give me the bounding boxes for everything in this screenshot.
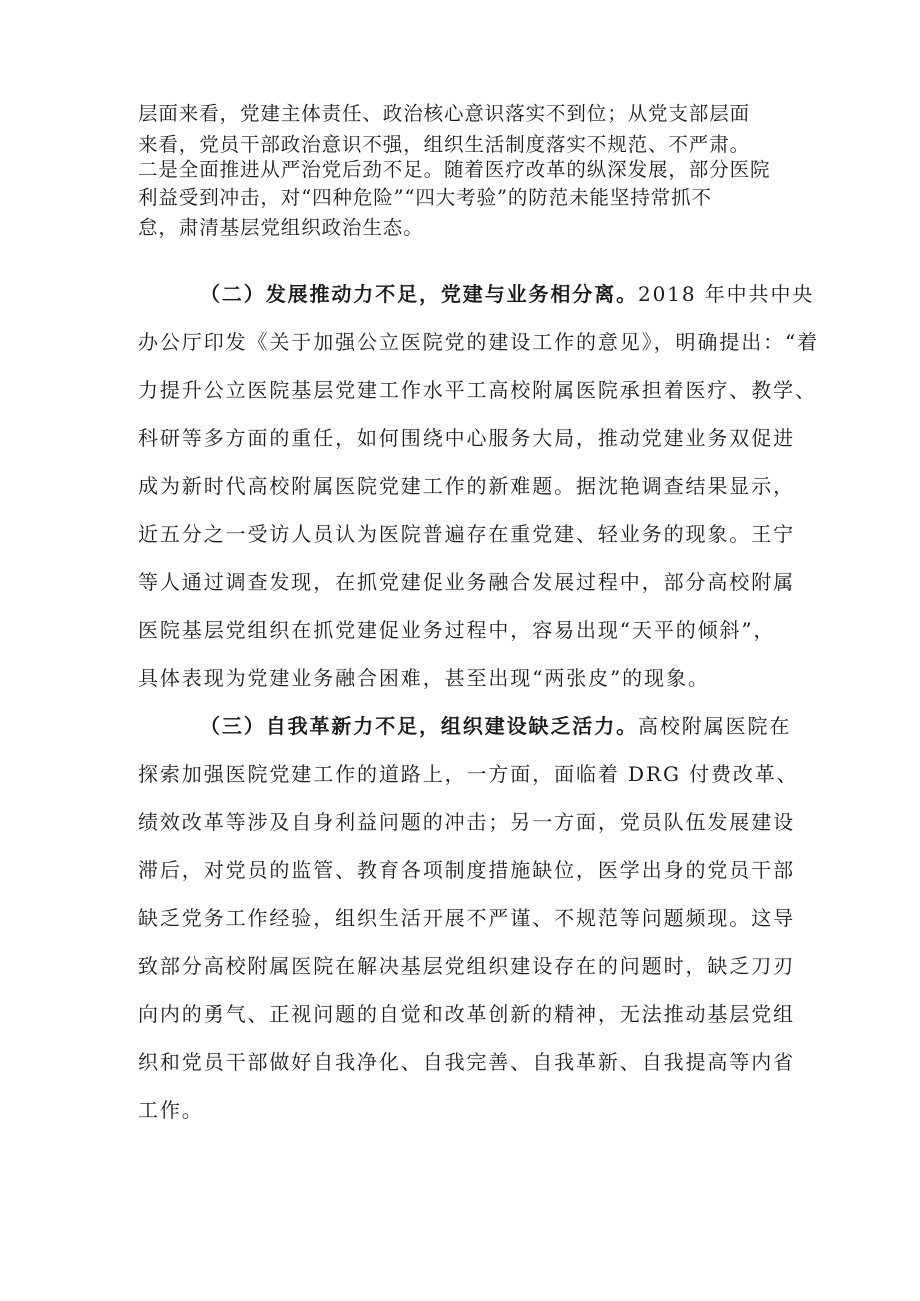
paragraph-line: 近五分之一受访人员认为医院普遍存在重党建、轻业务的现象。王宁 bbox=[138, 522, 795, 546]
paragraph-line: 滞后，对党员的监管、教育各项制度措施缺位，医学出身的党员干部 bbox=[138, 858, 795, 882]
paragraph-line: 绩效改革等涉及自身利益问题的冲击；另一方面，党员队伍发展建设 bbox=[138, 810, 795, 834]
heading-line-rest: 2018 年中共中央 bbox=[638, 282, 815, 306]
section-heading-line bbox=[200, 716, 798, 736]
paragraph-line: 层面来看，党建主体责任、政治核心意识落实不到位；从党支部层面 bbox=[138, 102, 751, 125]
paragraph-line: 工作。 bbox=[138, 1098, 204, 1122]
section-heading-line bbox=[200, 282, 815, 306]
paragraph-line: 织和党员干部做好自我净化、自我完善、自我革新、自我提高等内省 bbox=[138, 1050, 795, 1074]
paragraph-line: 力提升公立医院基层党建工作水平工高校附属医院承担着医疗、教学、 bbox=[138, 378, 817, 402]
section-heading: （三）自我革新力不足，组织建设缺乏活力。 bbox=[200, 714, 638, 738]
heading-line-rest: 高校附属医院在 bbox=[638, 714, 792, 738]
paragraph-line: 怠，肃清基层党组织政治生态。 bbox=[138, 216, 424, 239]
paragraph-line: 办公厅印发《关于加强公立医院党的建设工作的意见》，明确提出：“着 bbox=[138, 330, 820, 354]
paragraph-line: 科研等多方面的重任，如何围绕中心服务大局，推动党建业务双促进 bbox=[138, 426, 795, 450]
paragraph-line: 探索加强医院党建工作的道路上，一方面，面临着 DRG 付费改革、 bbox=[138, 762, 799, 786]
paragraph-line: 利益受到冲击，对“四种危险”“四大考验”的防范未能坚持常抓不 bbox=[138, 186, 712, 209]
paragraph-line: 医院基层党组织在抓党建促业务过程中，容易出现“天平的倾斜”， bbox=[138, 618, 776, 642]
paragraph-line: 二是全面推进从严治党后劲不足。随着医疗改革的纵深发展，部分医院 bbox=[138, 158, 771, 181]
paragraph-line: 致部分高校附属医院在解决基层党组织建设存在的问题时，缺乏刀刃 bbox=[138, 954, 795, 978]
paragraph-line: 具体表现为党建业务融合困难，甚至出现“两张皮”的现象。 bbox=[138, 666, 710, 690]
paragraph-line: 成为新时代高校附属医院党建工作的新难题。据沈艳调查结果显示， bbox=[138, 474, 795, 498]
paragraph-line: 等人通过调查发现，在抓党建促业务融合发展过程中，部分高校附属 bbox=[138, 570, 795, 594]
paragraph-line: 缺乏党务工作经验，组织生活开展不严谨、不规范等问题频现。这导 bbox=[138, 906, 795, 930]
section-heading: （二）发展推动力不足，党建与业务相分离。 bbox=[200, 282, 638, 306]
paragraph-line: 来看，党员干部政治意识不强，组织生活制度落实不规范、不严肃。 bbox=[138, 133, 751, 156]
paragraph-line: 向内的勇气、正视问题的自觉和改革创新的精神，无法推动基层党组 bbox=[138, 1002, 795, 1026]
